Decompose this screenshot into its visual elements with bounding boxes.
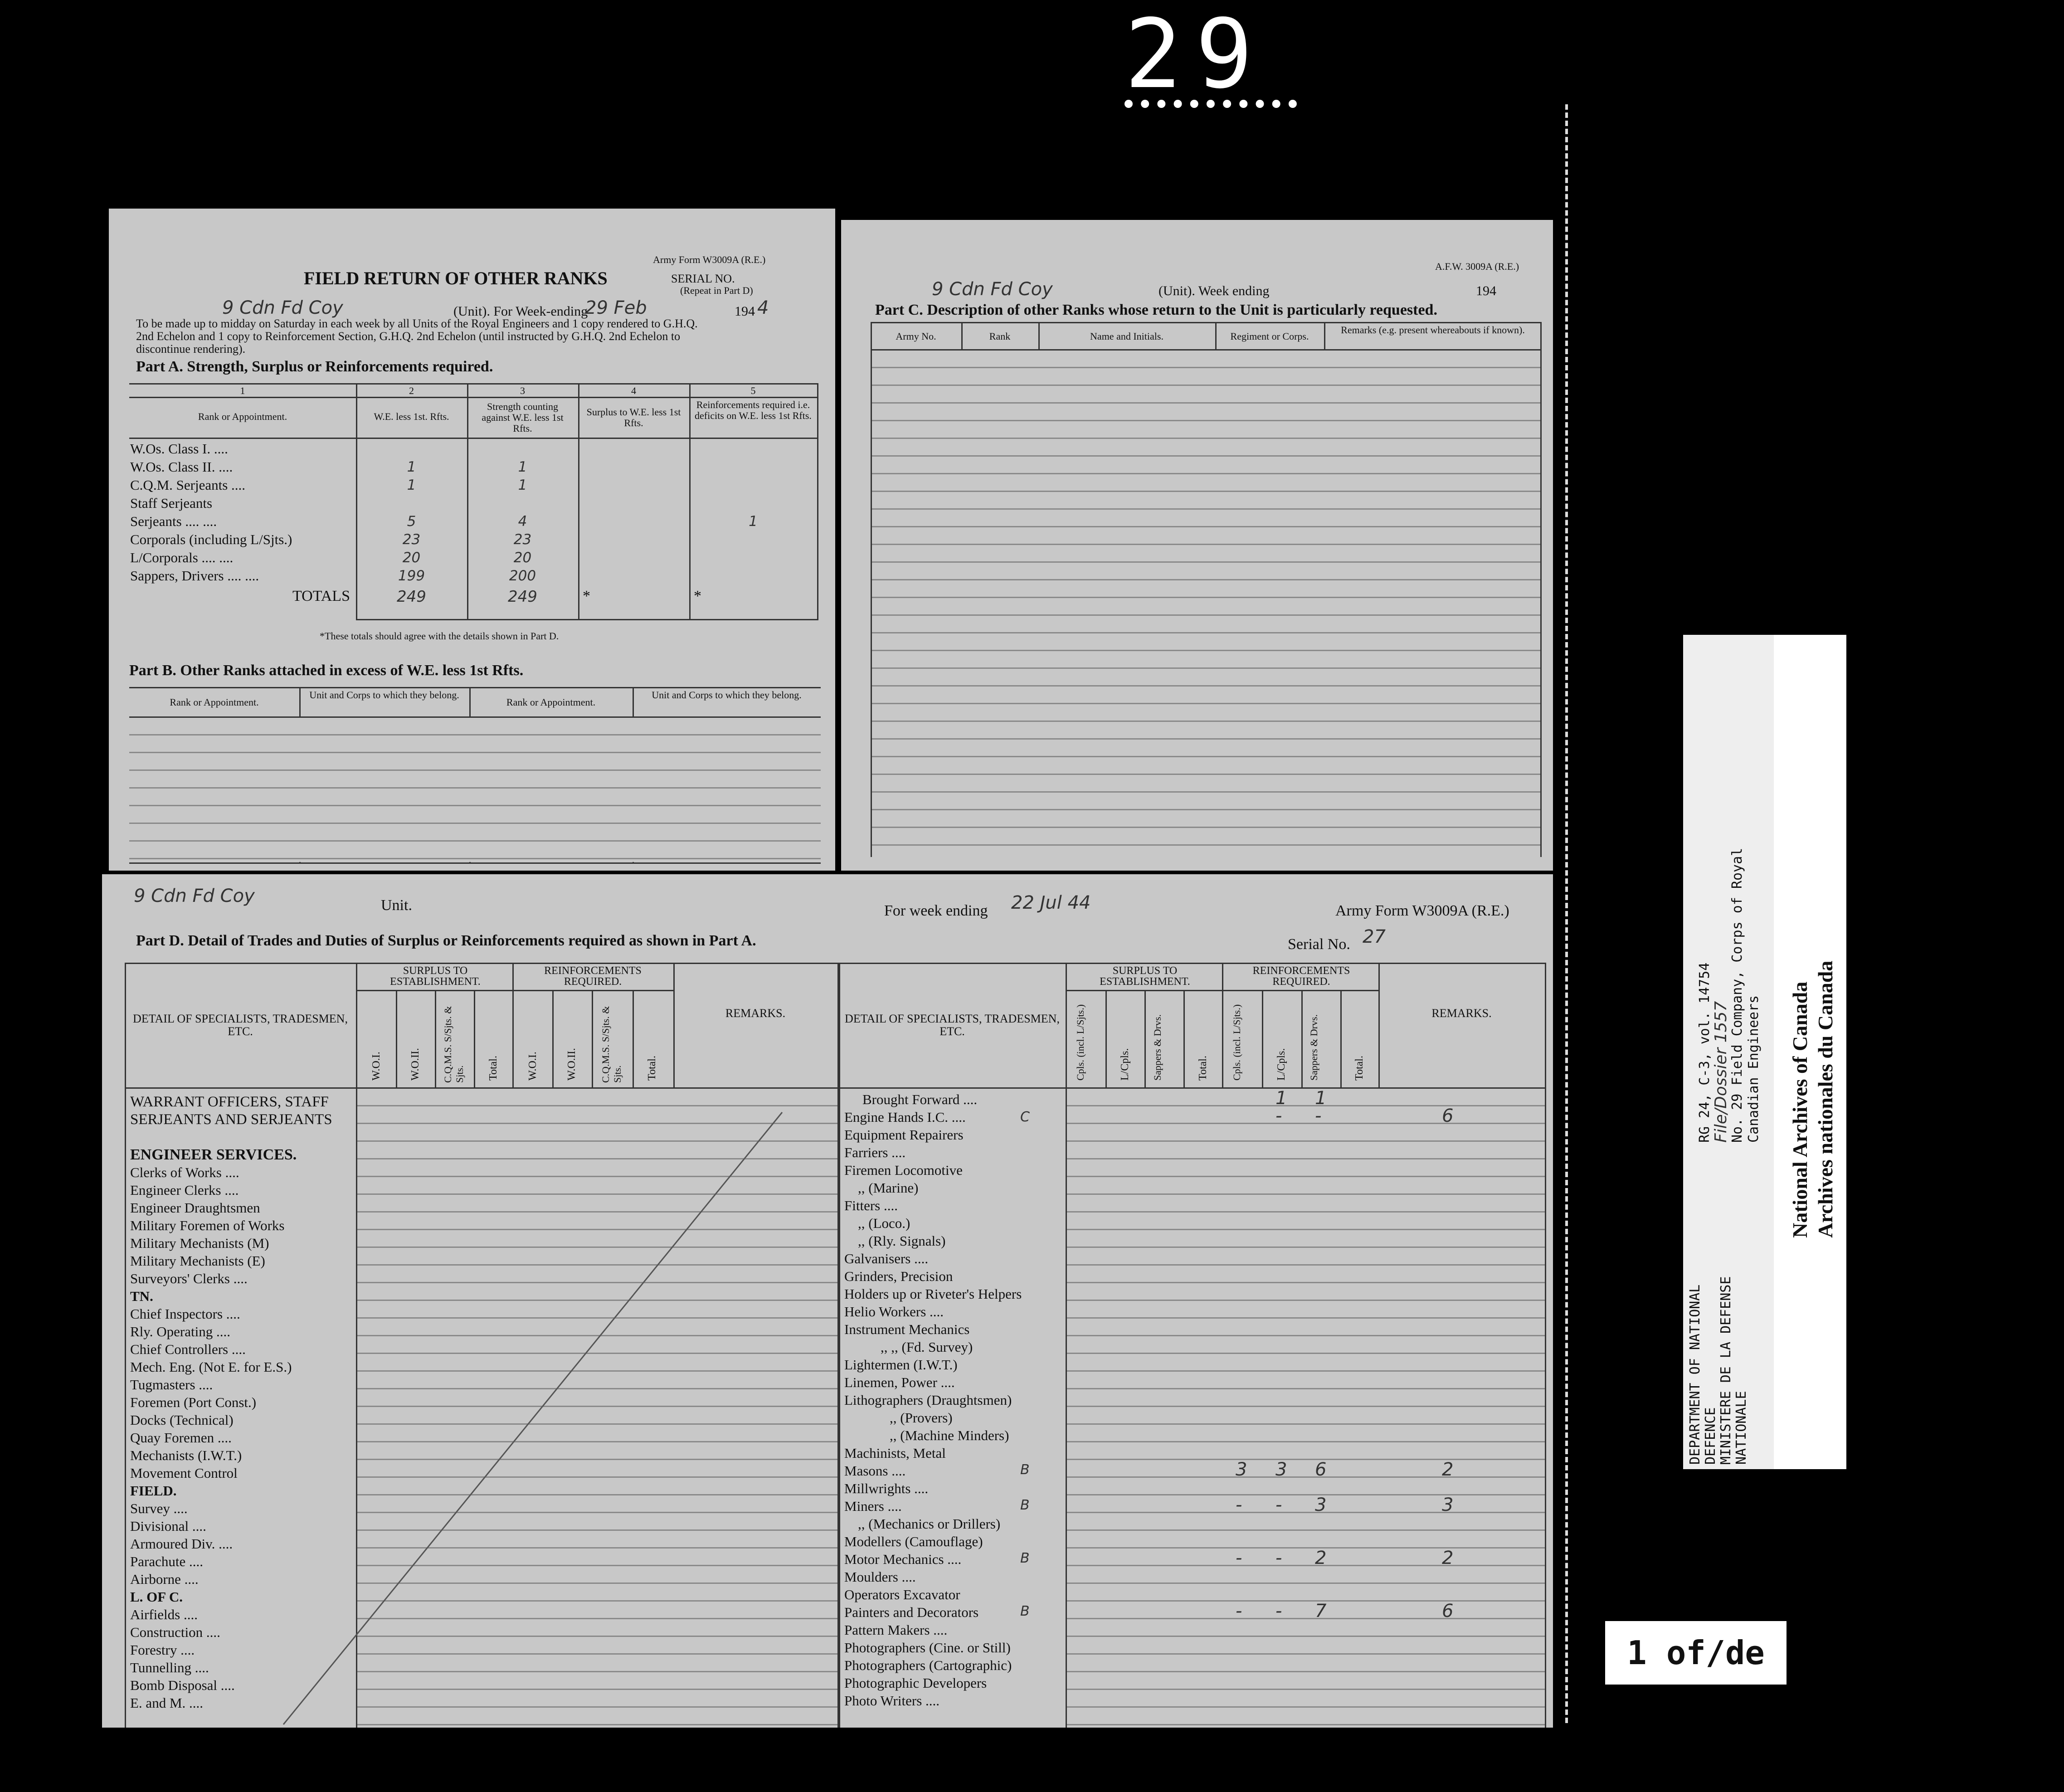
trade-row: ,, (Loco.) [858,1215,910,1231]
we-cell: 23 [402,531,421,548]
trade-row: Instrument Mechanics [844,1321,970,1337]
page-counter: 1 of/de [1605,1621,1787,1685]
trade-row: Airborne .... [130,1571,199,1587]
reinforcement-cell: 1 [749,513,758,530]
trade-row: Military Mechanists (E) [130,1253,265,1269]
rank-cell: Corporals (including L/Sjts.) [130,531,292,547]
handwritten-value: 3 [1315,1495,1327,1515]
trade-row: ,, (Provers) [890,1410,953,1426]
surplus-header: SURPLUS TO ESTABLISHMENT. [1100,965,1190,988]
sub-header: Sappers & Drvs. [1152,1014,1163,1081]
trade-row: WARRANT OFFICERS, STAFF [130,1094,329,1110]
handwritten-value: - [1275,1548,1282,1568]
handwritten-value: 6 [1315,1459,1327,1480]
table-row [129,531,818,549]
trade-row: Survey .... [130,1500,188,1516]
col-header-unit: Unit and Corps to which they belong. [309,689,459,701]
sub-header: C.Q.M.S. S/Sjts. & Sjts. [442,1006,465,1083]
table-row [129,512,818,531]
trade-row: Photographic Developers [844,1675,987,1691]
sub-header: W.O.II. [409,1048,421,1081]
trade-row: Photographers (Cine. or Still) [844,1640,1011,1656]
trade-row: Fitters .... [844,1198,898,1213]
surplus-header: SURPLUS TO ESTABLISHMENT. [390,965,481,988]
instructions [136,317,698,355]
trade-mark: B [1020,1497,1030,1513]
frame-number: 29 [1124,9,1297,108]
col-header-army-no: Army No. [896,331,936,342]
col-header-rank: Rank or Appointment. [170,696,259,708]
trade-row: ,, (Mechanics or Drillers) [858,1516,1001,1532]
part-a-rows [129,440,818,608]
year-label: 194 [735,304,755,319]
col-number: 4 [631,385,636,396]
handwritten-value: 1 [1315,1088,1327,1109]
serial-handwritten: 27 [1363,926,1386,947]
detail-header: DETAIL OF SPECIALISTS, TRADESMEN, ETC. [845,1012,1060,1038]
total-surplus: * [583,588,590,604]
strength-cell: 20 [513,550,532,566]
trade-mark: B [1020,1550,1030,1566]
footnote: *These totals should agree with the details shown in Part D. [320,630,559,642]
trade-row: Lithographers (Draughtsmen) [844,1392,1012,1408]
strike-through-line [125,1099,839,1728]
handwritten-value: - [1236,1548,1242,1568]
handwritten-value: 3 [1442,1495,1454,1515]
trade-row: Firemen Locomotive [844,1162,963,1178]
col-number: 5 [750,385,756,396]
part-b-ruled-rows [129,718,821,862]
trade-row: Chief Controllers .... [130,1341,246,1357]
archive-name-en: National Archives of Canada [1788,981,1811,1238]
dept-line: MINISTERE DE LA DEFENSE [1718,1276,1734,1465]
strength-cell: 23 [513,531,532,548]
col-header-remarks: Remarks (e.g. present whereabouts if known). [1341,324,1525,336]
trade-row: Millwrights .... [844,1480,929,1496]
rank-cell: L/Corporals .... .... [130,550,234,565]
trade-row: Bomb Disposal .... [130,1677,235,1693]
trade-row: Miners .... [844,1498,902,1514]
total-we: 249 [397,588,426,606]
col-header-we: W.E. less 1st. Rfts. [374,411,449,422]
trade-row: SERJEANTS AND SERJEANTS [130,1111,332,1128]
description-line: Canadian Engineers [1746,995,1762,1143]
trade-row: Rly. Operating .... [130,1324,230,1339]
instruction-line: discontinue rendering). [136,342,246,355]
dept-line: DEPARTMENT OF NATIONAL [1687,1284,1703,1465]
remarks-header: REMARKS. [725,1007,786,1020]
form-label: Army Form W3009A (R.E.) [1335,902,1509,919]
handwritten-value: - [1275,1105,1282,1126]
sub-header: Total. [1353,1056,1365,1081]
archive-label-card [1683,635,1774,1469]
table-row [129,567,818,585]
trade-row: ,, ,, (Fd. Survey) [881,1339,973,1355]
rg-reference: RG 24, C-3, vol. 14754 [1697,962,1713,1143]
sub-header: Total. [487,1056,499,1081]
table-row [129,440,818,458]
trade-mark: B [1020,1603,1030,1619]
totals-row [129,585,818,608]
strength-cell: 1 [518,459,527,475]
trade-row: Mechanists (I.W.T.) [130,1447,242,1463]
we-cell: 1 [407,477,416,493]
unit-handwritten: 9 Cdn Fd Coy [222,297,343,318]
part-d-right-table [839,963,1546,1728]
col-header-name: Name and Initials. [1090,331,1163,342]
part-d-left-table [125,963,839,1728]
trade-row: ,, (Marine) [858,1180,919,1196]
strength-cell: 200 [509,568,536,584]
trade-row: Chief Inspectors .... [130,1306,240,1322]
part-a-title: Part A. Strength, Surplus or Reinforcements required. [136,358,493,375]
col-header-rank: Rank or Appointment. [198,411,287,422]
total-reinforcements: * [694,588,701,604]
strength-cell: 4 [518,513,527,530]
trade-row: Equipment Repairers [844,1127,964,1143]
archive-name-fr: Archives nationales du Canada [1814,960,1837,1238]
handwritten-value: - [1275,1495,1282,1515]
trade-row: ,, (Rly. Signals) [858,1233,946,1249]
trade-row: E. and M. .... [130,1695,204,1711]
trade-section: FIELD. [130,1483,177,1499]
sub-header: L/Cpls. [1119,1048,1131,1081]
col-number: 1 [240,385,245,396]
sub-header: W.O.I. [527,1052,539,1081]
part-a-table [129,383,818,651]
col-header-rank: Rank or Appointment. [506,696,596,708]
part-c-table [871,322,1542,857]
trade-row: Divisional .... [130,1518,206,1534]
col-header-regiment: Regiment or Corps. [1230,331,1309,342]
trade-row: Quay Foremen .... [130,1430,232,1446]
unit-handwritten: 9 Cdn Fd Coy [932,279,1053,300]
trade-row: Holders up or Riveter's Helpers [844,1286,1022,1302]
sub-header: Cpls. (incl. L/Sjts.) [1231,1004,1242,1081]
week-handwritten: 22 Jul 44 [1011,892,1091,913]
trade-row: Forestry .... [130,1642,195,1658]
col-header-rank: Rank [989,331,1011,342]
table-row [129,549,818,567]
trade-row: Masons .... [844,1463,906,1479]
sub-header: Total. [1197,1056,1209,1081]
sub-header: L/Cpls. [1275,1048,1287,1081]
serial-label: Serial No. [1288,936,1350,953]
col-header-reinforcements: Reinforcements required i.e. deficits on W.E. less 1st Rfts. [695,399,812,421]
remarks-header: REMARKS. [1431,1007,1492,1020]
handwritten-value: 2 [1442,1548,1454,1568]
trade-row: Surveyors' Clerks .... [130,1271,248,1286]
trade-section: ENGINEER SERVICES. [130,1146,297,1163]
we-cell: 1 [407,459,416,475]
trade-row: Operators Excavator [844,1587,960,1602]
sub-header: Total. [646,1056,658,1081]
we-cell: 20 [402,550,421,566]
trade-row: ,, (Machine Minders) [890,1427,1009,1443]
description-line: No. 29 Field Company, Corps of Royal [1729,847,1745,1143]
trade-row: Galvanisers .... [844,1251,929,1266]
form-label: A.F.W. 3009A (R.E.) [1435,261,1519,272]
rank-cell: W.Os. Class II. .... [130,459,233,475]
rank-cell: Sappers, Drivers .... .... [130,568,259,584]
we-cell: 199 [398,568,425,584]
col-header-strength: Strength counting against W.E. less 1st Rfts. [482,401,564,434]
year-label: 194 [1476,283,1496,298]
detail-header: DETAIL OF SPECIALISTS, TRADESMEN, ETC. [133,1012,348,1038]
army-form-label: Army Form W3009A (R.E.) [653,254,766,265]
table-row [129,476,818,494]
part-b-table [129,687,821,864]
trade-row: Movement Control [130,1465,238,1481]
reinforcements-header: REINFORCEMENTS REQUIRED. [1252,965,1350,988]
trade-row: Photo Writers .... [844,1693,940,1709]
trade-row: Clerks of Works .... [130,1164,239,1180]
unit-label: (Unit). Week ending [1159,283,1270,298]
handwritten-value: 6 [1442,1105,1454,1126]
trade-mark: B [1020,1462,1030,1478]
form-sheet-part-d [102,874,1553,1728]
week-handwritten: 29 Feb [585,297,647,318]
instruction-line: 2nd Echelon and 1 copy to Reinforcement Section, G.H.Q. 2nd Echelon (until instructed by G.H.Q. 2nd Echelon to [136,330,681,343]
trade-row: Machinists, Metal [844,1445,946,1461]
dept-line: DEFENCE [1703,1407,1718,1465]
trade-row: Photographers (Cartographic) [844,1657,1012,1673]
trade-row: Construction .... [130,1624,220,1640]
table-row [129,494,818,512]
part-c-title: Part C. Description of other Ranks whose return to the Unit is particularly requested. [875,302,1437,318]
trade-row: Engineer Clerks .... [130,1182,239,1198]
handwritten-value: - [1236,1495,1242,1515]
reinforcements-header: REINFORCEMENTS REQUIRED. [544,965,642,988]
trade-mark: C [1020,1109,1030,1125]
trade-row: Farriers .... [844,1144,906,1160]
rank-cell: Serjeants .... .... [130,513,217,529]
strength-cell: 1 [518,477,527,493]
frame-separator-line [1565,104,1568,1723]
col-header-surplus: Surplus to W.E. less 1st Rfts. [586,406,681,429]
trade-row: Airfields .... [130,1607,198,1622]
trade-row: Military Foremen of Works [130,1217,285,1233]
serial-note: (Repeat in Part D) [680,285,753,296]
we-cell: 5 [407,513,416,530]
trade-row: Tugmasters .... [130,1377,213,1393]
trade-row: Armoured Div. .... [130,1536,233,1552]
trade-row: Grinders, Precision [844,1268,953,1284]
trade-row: Moulders .... [844,1569,916,1585]
file-reference: File/Dossier 1557 [1712,1001,1730,1143]
col-number: 2 [409,385,414,396]
trade-row: Motor Mechanics .... [844,1551,962,1567]
dept-line: NATIONALE [1733,1391,1749,1465]
trade-row: Mech. Eng. (Not E. for E.S.) [130,1359,292,1375]
archive-name-card [1774,635,1846,1469]
trade-row: Docks (Technical) [130,1412,234,1428]
form-title: FIELD RETURN OF OTHER RANKS [304,268,608,288]
trade-row: Engineer Draughtsmen [130,1200,260,1216]
handwritten-value: 2 [1315,1548,1327,1568]
handwritten-value: - [1236,1601,1242,1622]
year-handwritten: 4 [757,297,769,318]
trade-row: Foremen (Port Const.) [130,1394,257,1410]
totals-label: TOTALS [292,588,350,604]
form-sheet-part-ab [109,209,835,871]
trade-row: Lightermen (I.W.T.) [844,1357,958,1373]
sub-header: W.O.I. [370,1052,382,1081]
trade-row: Brought Forward .... [862,1091,978,1107]
sub-header: C.Q.M.S. S/Sjts. & Sjts. [600,1006,623,1083]
unit-handwritten: 9 Cdn Fd Coy [134,886,255,906]
handwritten-value: 6 [1442,1601,1454,1622]
unit-label: Unit. [381,897,412,914]
trade-row: Modellers (Camouflage) [844,1534,983,1549]
handwritten-value: 7 [1315,1601,1327,1622]
week-label: For week ending [884,902,988,919]
unit-label: (Unit). For Week-ending [453,304,588,319]
handwritten-value: 3 [1275,1459,1287,1480]
handwritten-value: 2 [1442,1459,1454,1480]
handwritten-value: - [1275,1601,1282,1622]
part-d-title: Part D. Detail of Trades and Duties of Surplus or Reinforcements required as shown in Part A. [136,932,756,949]
sub-header: Cpls. (incl. L/Sjts.) [1075,1004,1086,1081]
rank-cell: W.Os. Class I. .... [130,441,228,457]
trade-row: Painters and Decorators [844,1604,979,1620]
instruction-line: To be made up to midday on Saturday in each week by all Units of the Royal Engineers and 1 copy rendered to G.H.Q. [136,317,698,330]
serial-label: SERIAL NO. [671,272,735,285]
trade-row: Engine Hands I.C. .... [844,1109,966,1125]
trade-section: L. OF C. [130,1589,183,1605]
trade-row: Parachute .... [130,1553,203,1569]
form-sheet-part-c [841,220,1553,871]
rank-cell: Staff Serjeants [130,495,213,511]
total-strength: 249 [508,588,537,606]
part-b-title: Part B. Other Ranks attached in excess of W.E. less 1st Rfts. [129,662,524,679]
rank-cell: C.Q.M. Serjeants .... [130,477,246,493]
sub-header: Sappers & Drvs. [1308,1014,1319,1081]
part-c-ruled-rows [872,351,1540,857]
col-header-unit: Unit and Corps to which they belong. [652,689,802,701]
col-number: 3 [520,385,525,396]
handwritten-value: - [1315,1105,1322,1126]
trade-row: Helio Workers .... [844,1304,944,1320]
handwritten-values [839,1088,1546,1725]
table-row [129,458,818,476]
sub-header: W.O.II. [566,1048,578,1081]
trade-section: TN. [130,1288,153,1304]
trade-row: Tunnelling .... [130,1660,209,1675]
handwritten-value: 1 [1275,1088,1287,1109]
handwritten-value: 3 [1236,1459,1247,1480]
trade-row: Pattern Makers .... [844,1622,948,1638]
trade-row: Linemen, Power .... [844,1374,955,1390]
trade-row: Military Mechanists (M) [130,1235,269,1251]
